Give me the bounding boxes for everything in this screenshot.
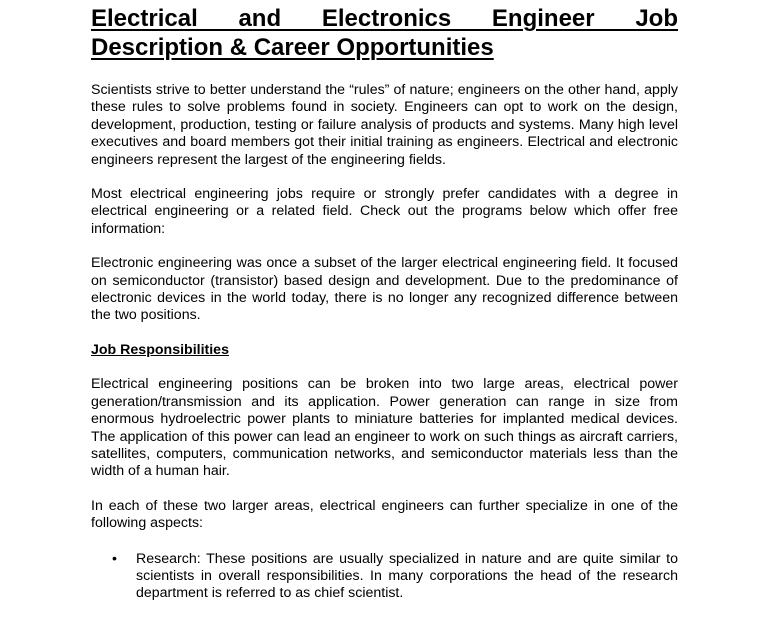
section-heading: Job Responsibilities — [91, 341, 229, 358]
power-areas-paragraph: Electrical engineering positions can be broken into two large areas, electrical power generation/transmission and its application. Power generation can range in size from enormous hydroelectric power plants to miniature batteries for implanted medical devices. The application of this power can lead an engineer to work on such things as aircraft carriers, satellites, computers, communication networks, and semiconductor materials less than the width of a human hair. — [91, 376, 678, 480]
degree-paragraph: Most electrical engineering jobs require or strongly prefer candidates with a degree in electrical engineering or a related field. Check out the programs below which offer free information: — [91, 186, 678, 237]
aspects-list — [91, 551, 678, 603]
document-page — [91, 4, 678, 603]
intro-paragraph: Scientists strive to better understand the “rules” of nature; engineers on the other hand, apply these rules to solve problems found in society. Engineers can opt to work on the design, development, production, testing or failure analysis of products and systems. Many high level executives and board members got their initial training as engineers. Electrical and electronic engineers represent the largest of the engineering fields. — [91, 82, 678, 168]
page-title: Electrical and Electronics Engineer Job Description & Career Opportunities — [91, 5, 678, 61]
electronics-paragraph: Electronic engineering was once a subset of the larger electrical engineering field. It focused on semiconductor (transistor) based design and development. Due to the predominance of electronic devices in the world today, there is no longer any recognized difference between the two positions. — [91, 255, 678, 324]
list-item-text: Research: These positions are usually specialized in nature and are quite similar to scientists in overall responsibilities. In many corporations the head of the research department is referred to as chief scientist. — [136, 550, 678, 602]
specialize-paragraph: In each of these two larger areas, electrical engineers can further specialize in one of the following aspects: — [91, 497, 678, 532]
list-item — [91, 551, 678, 603]
bullet-icon: • — [112, 550, 117, 567]
